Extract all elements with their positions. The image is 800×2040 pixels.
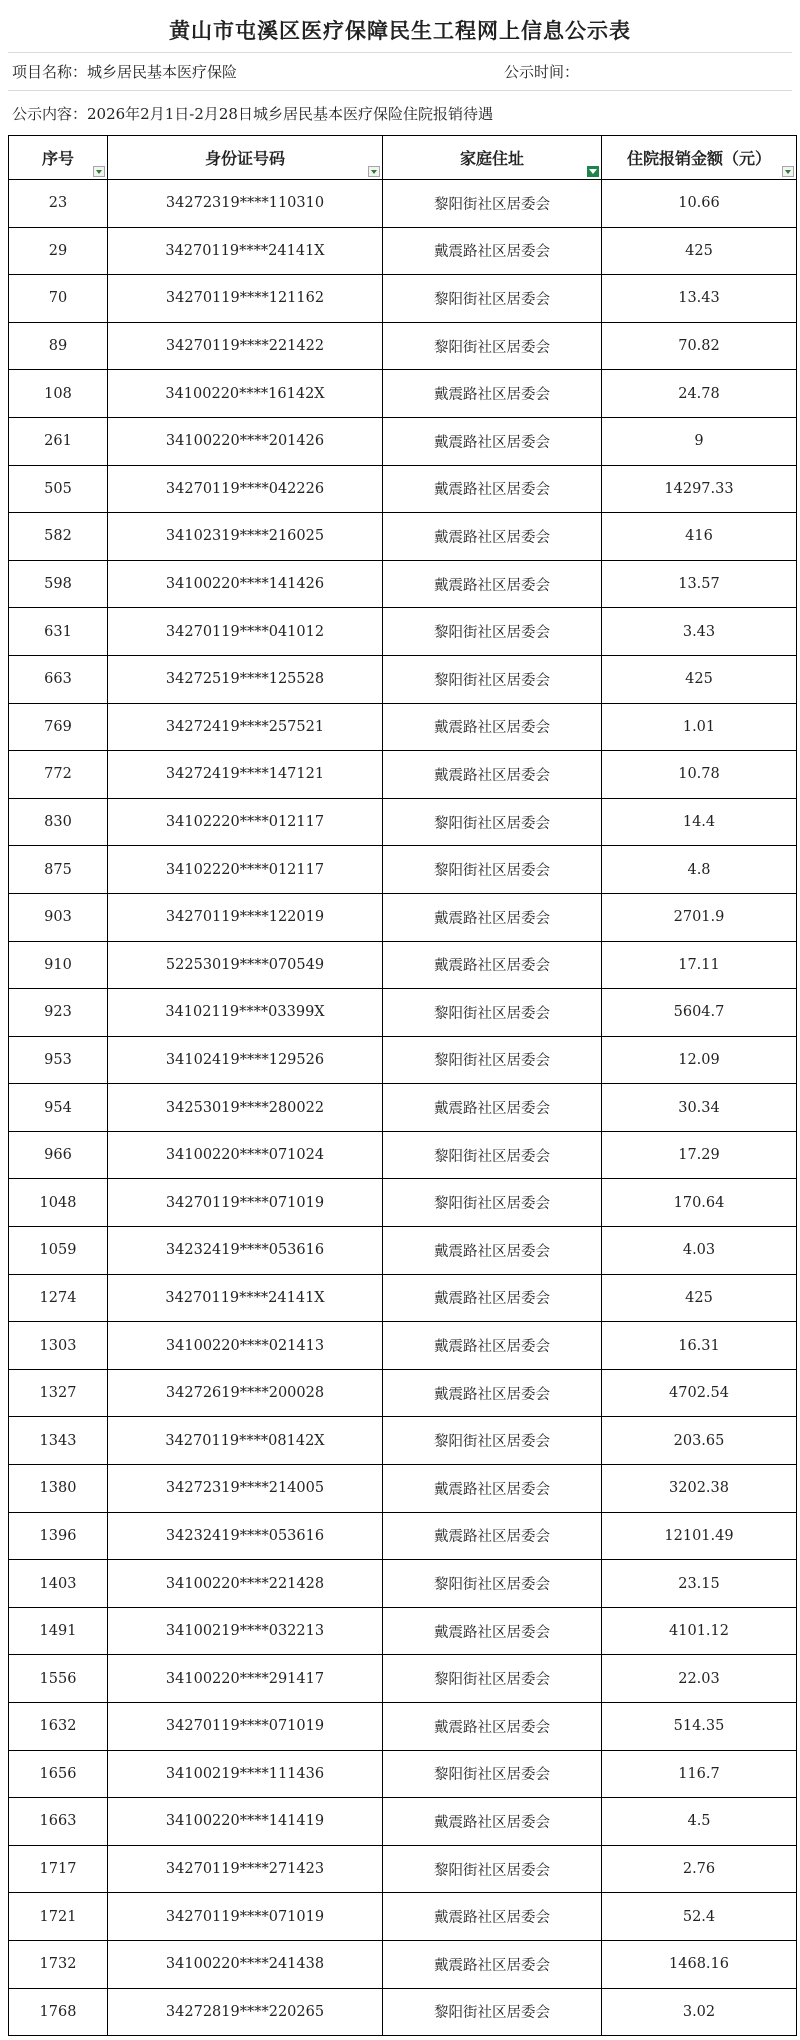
cell-address[interactable]: 戴震路社区居委会: [383, 1227, 602, 1275]
cell-index[interactable]: 1491: [9, 1607, 108, 1655]
cell-amount[interactable]: 16.31: [602, 1322, 797, 1370]
table-row: [9, 1845, 797, 1893]
table-row: [9, 1322, 797, 1370]
table-row: [9, 1274, 797, 1322]
cell-id-number[interactable]: 52253019****070549: [108, 941, 383, 989]
cell-amount[interactable]: 3202.38: [602, 1465, 797, 1513]
table-row: [9, 1417, 797, 1465]
table-row: [9, 798, 797, 846]
cell-index[interactable]: 1663: [9, 1798, 108, 1846]
cell-address[interactable]: 戴震路社区居委会: [383, 560, 602, 608]
cell-amount[interactable]: 3.02: [602, 1988, 797, 2036]
cell-id-number[interactable]: 34232419****053616: [108, 1227, 383, 1275]
cell-index[interactable]: 1380: [9, 1465, 108, 1513]
cell-amount[interactable]: 1468.16: [602, 1940, 797, 1988]
table-row: [9, 1369, 797, 1417]
cell-id-number[interactable]: 34100220****201426: [108, 417, 383, 465]
table-row: [9, 893, 797, 941]
cell-amount[interactable]: 416: [602, 513, 797, 561]
cell-amount[interactable]: 2.76: [602, 1845, 797, 1893]
cell-amount[interactable]: 1.01: [602, 703, 797, 751]
column-header-amount: [602, 136, 797, 180]
column-header-label: 住院报销金额（元）: [626, 149, 771, 168]
cell-address[interactable]: 黎阳街社区居委会: [383, 1750, 602, 1798]
cell-amount[interactable]: 4.03: [602, 1227, 797, 1275]
cell-id-number[interactable]: 34270119****122019: [108, 893, 383, 941]
cell-index[interactable]: 582: [9, 513, 108, 561]
cell-amount[interactable]: 4.8: [602, 846, 797, 894]
table-row: [9, 1179, 797, 1227]
cell-amount[interactable]: 12101.49: [602, 1512, 797, 1560]
project-name: 项目名称：城乡居民基本医疗保险: [12, 63, 238, 81]
cell-index[interactable]: 261: [9, 417, 108, 465]
cell-amount[interactable]: 4702.54: [602, 1369, 797, 1417]
table-row: [9, 1227, 797, 1275]
table-row: [9, 1893, 797, 1941]
cell-amount[interactable]: 203.65: [602, 1417, 797, 1465]
cell-id-number[interactable]: 34272419****147121: [108, 751, 383, 799]
cell-id-number[interactable]: 34270119****24141X: [108, 227, 383, 275]
cell-amount[interactable]: 22.03: [602, 1655, 797, 1703]
table-row: [9, 560, 797, 608]
cell-id-number[interactable]: 34102319****216025: [108, 513, 383, 561]
table-row: [9, 608, 797, 656]
cell-address[interactable]: 黎阳街社区居委会: [383, 1417, 602, 1465]
cell-amount[interactable]: 14297.33: [602, 465, 797, 513]
filter-active-icon[interactable]: [587, 166, 599, 177]
cell-id-number[interactable]: 34102419****129526: [108, 1036, 383, 1084]
cell-index[interactable]: 1721: [9, 1893, 108, 1941]
cell-address[interactable]: 黎阳街社区居委会: [383, 180, 602, 228]
cell-amount[interactable]: 4.5: [602, 1798, 797, 1846]
cell-index[interactable]: 954: [9, 1084, 108, 1132]
cell-address[interactable]: 黎阳街社区居委会: [383, 846, 602, 894]
table-row: [9, 1798, 797, 1846]
cell-index[interactable]: 505: [9, 465, 108, 513]
cell-amount[interactable]: 14.4: [602, 798, 797, 846]
table-row: [9, 1750, 797, 1798]
table-row: [9, 1560, 797, 1608]
column-header-id-number: [108, 136, 383, 180]
table-body: [9, 180, 797, 2036]
cell-index[interactable]: 108: [9, 370, 108, 418]
table-row: [9, 417, 797, 465]
cell-id-number[interactable]: 34100219****111436: [108, 1750, 383, 1798]
cell-id-number[interactable]: 34270119****271423: [108, 1845, 383, 1893]
cell-address[interactable]: 戴震路社区居委会: [383, 1274, 602, 1322]
cell-index[interactable]: 663: [9, 655, 108, 703]
cell-address[interactable]: 戴震路社区居委会: [383, 1512, 602, 1560]
cell-index[interactable]: 23: [9, 180, 108, 228]
cell-index[interactable]: 875: [9, 846, 108, 894]
cell-id-number[interactable]: 34100220****291417: [108, 1655, 383, 1703]
cell-amount[interactable]: 3.43: [602, 608, 797, 656]
cell-id-number[interactable]: 34272619****200028: [108, 1369, 383, 1417]
cell-id-number[interactable]: 34100220****241438: [108, 1940, 383, 1988]
table-row: [9, 322, 797, 370]
cell-index[interactable]: 923: [9, 989, 108, 1037]
cell-address[interactable]: 戴震路社区居委会: [383, 751, 602, 799]
table-row: [9, 465, 797, 513]
cell-id-number[interactable]: 34253019****280022: [108, 1084, 383, 1132]
cell-amount[interactable]: 23.15: [602, 1560, 797, 1608]
cell-amount[interactable]: 4101.12: [602, 1607, 797, 1655]
cell-id-number[interactable]: 34100220****141426: [108, 560, 383, 608]
table-row: [9, 1703, 797, 1751]
cell-amount[interactable]: 425: [602, 655, 797, 703]
cell-amount[interactable]: 17.29: [602, 1131, 797, 1179]
cell-address[interactable]: 戴震路社区居委会: [383, 1798, 602, 1846]
cell-address[interactable]: 戴震路社区居委会: [383, 703, 602, 751]
table-row: [9, 1512, 797, 1560]
table-row: [9, 1940, 797, 1988]
cell-address[interactable]: 戴震路社区居委会: [383, 1084, 602, 1132]
cell-index[interactable]: 1403: [9, 1560, 108, 1608]
cell-amount[interactable]: 13.43: [602, 275, 797, 323]
table-row: [9, 989, 797, 1037]
cell-id-number[interactable]: 34270119****071019: [108, 1893, 383, 1941]
cell-index[interactable]: 1274: [9, 1274, 108, 1322]
cell-index[interactable]: 830: [9, 798, 108, 846]
table-row: [9, 275, 797, 323]
cell-address[interactable]: 黎阳街社区居委会: [383, 275, 602, 323]
cell-index[interactable]: 631: [9, 608, 108, 656]
cell-index[interactable]: 1059: [9, 1227, 108, 1275]
cell-amount[interactable]: 13.57: [602, 560, 797, 608]
column-header-address: [383, 136, 602, 180]
table-row: [9, 1988, 797, 2036]
cell-index[interactable]: 1048: [9, 1179, 108, 1227]
cell-address[interactable]: 黎阳街社区居委会: [383, 1036, 602, 1084]
cell-address[interactable]: 黎阳街社区居委会: [383, 1988, 602, 2036]
cell-address[interactable]: 戴震路社区居委会: [383, 227, 602, 275]
table-row: [9, 370, 797, 418]
cell-address[interactable]: 黎阳街社区居委会: [383, 1179, 602, 1227]
data-table: [8, 135, 797, 2036]
cell-amount[interactable]: 2701.9: [602, 893, 797, 941]
cell-address[interactable]: 戴震路社区居委会: [383, 1607, 602, 1655]
column-header-label: 身份证号码: [204, 149, 285, 168]
cell-address[interactable]: 戴震路社区居委会: [383, 1465, 602, 1513]
cell-index[interactable]: 772: [9, 751, 108, 799]
info-row: [8, 53, 792, 91]
cell-address[interactable]: 戴震路社区居委会: [383, 1703, 602, 1751]
cell-address[interactable]: 黎阳街社区居委会: [383, 1131, 602, 1179]
cell-id-number[interactable]: 34272819****220265: [108, 1988, 383, 2036]
cell-amount[interactable]: 30.34: [602, 1084, 797, 1132]
header-row: [9, 136, 797, 180]
dropdown-icon[interactable]: [93, 166, 105, 177]
cell-id-number[interactable]: 34100220****021413: [108, 1322, 383, 1370]
cell-address[interactable]: 戴震路社区居委会: [383, 941, 602, 989]
cell-amount[interactable]: 70.82: [602, 322, 797, 370]
table-row: [9, 1036, 797, 1084]
cell-index[interactable]: 1632: [9, 1703, 108, 1751]
cell-id-number[interactable]: 34272319****214005: [108, 1465, 383, 1513]
cell-address[interactable]: 戴震路社区居委会: [383, 1369, 602, 1417]
table-row: [9, 180, 797, 228]
cell-id-number[interactable]: 34272519****125528: [108, 655, 383, 703]
cell-address[interactable]: 黎阳街社区居委会: [383, 798, 602, 846]
cell-index[interactable]: 769: [9, 703, 108, 751]
column-header-label: 家庭住址: [459, 149, 524, 168]
cell-index[interactable]: 89: [9, 322, 108, 370]
cell-id-number[interactable]: 34100219****032213: [108, 1607, 383, 1655]
cell-id-number[interactable]: 34270119****221422: [108, 322, 383, 370]
table-row: [9, 227, 797, 275]
cell-id-number[interactable]: 34100220****071024: [108, 1131, 383, 1179]
cell-id-number[interactable]: 34270119****071019: [108, 1179, 383, 1227]
table-row: [9, 1655, 797, 1703]
cell-index[interactable]: 70: [9, 275, 108, 323]
column-header-label: 序号: [41, 149, 74, 168]
cell-index[interactable]: 1717: [9, 1845, 108, 1893]
cell-index[interactable]: 1303: [9, 1322, 108, 1370]
cell-id-number[interactable]: 34272319****110310: [108, 180, 383, 228]
cell-index[interactable]: 1732: [9, 1940, 108, 1988]
table-row: [9, 1084, 797, 1132]
cell-amount[interactable]: 514.35: [602, 1703, 797, 1751]
cell-id-number[interactable]: 34272419****257521: [108, 703, 383, 751]
cell-address[interactable]: 黎阳街社区居委会: [383, 655, 602, 703]
cell-id-number[interactable]: 34102119****03399X: [108, 989, 383, 1037]
cell-amount[interactable]: 12.09: [602, 1036, 797, 1084]
cell-address[interactable]: 黎阳街社区居委会: [383, 608, 602, 656]
column-header-index: [9, 136, 108, 180]
cell-id-number[interactable]: 34270119****071019: [108, 1703, 383, 1751]
table-row: [9, 1131, 797, 1179]
cell-amount[interactable]: 10.66: [602, 180, 797, 228]
dropdown-icon[interactable]: [368, 166, 380, 177]
cell-amount[interactable]: 52.4: [602, 1893, 797, 1941]
table-row: [9, 513, 797, 561]
publish-time: 公示时间：: [504, 63, 580, 81]
cell-id-number[interactable]: 34270119****121162: [108, 275, 383, 323]
page-title: 黄山市屯溪区医疗保障民生工程网上信息公示表: [8, 8, 792, 53]
table-row: [9, 846, 797, 894]
table-row: [9, 941, 797, 989]
cell-amount[interactable]: 170.64: [602, 1179, 797, 1227]
cell-id-number[interactable]: 34102220****012117: [108, 846, 383, 894]
cell-id-number[interactable]: 34100220****141419: [108, 1798, 383, 1846]
cell-index[interactable]: 1556: [9, 1655, 108, 1703]
cell-id-number[interactable]: 34270119****041012: [108, 608, 383, 656]
dropdown-icon[interactable]: [782, 166, 794, 177]
cell-address[interactable]: 戴震路社区居委会: [383, 1322, 602, 1370]
cell-amount[interactable]: 24.78: [602, 370, 797, 418]
cell-index[interactable]: 1656: [9, 1750, 108, 1798]
publish-content: 公示内容：2026年2月1日-2月28日城乡居民基本医疗保险住院报销待遇: [12, 104, 493, 123]
cell-address[interactable]: 黎阳街社区居委会: [383, 1655, 602, 1703]
cell-address[interactable]: 戴震路社区居委会: [383, 417, 602, 465]
cell-index[interactable]: 903: [9, 893, 108, 941]
cell-address[interactable]: 黎阳街社区居委会: [383, 989, 602, 1037]
cell-index[interactable]: 910: [9, 941, 108, 989]
cell-id-number[interactable]: 34232419****053616: [108, 1512, 383, 1560]
cell-amount[interactable]: 425: [602, 1274, 797, 1322]
cell-index[interactable]: 29: [9, 227, 108, 275]
cell-amount[interactable]: 116.7: [602, 1750, 797, 1798]
cell-amount[interactable]: 5604.7: [602, 989, 797, 1037]
cell-address[interactable]: 黎阳街社区居委会: [383, 322, 602, 370]
cell-amount[interactable]: 17.11: [602, 941, 797, 989]
cell-index[interactable]: 598: [9, 560, 108, 608]
cell-index[interactable]: 1396: [9, 1512, 108, 1560]
cell-address[interactable]: 戴震路社区居委会: [383, 370, 602, 418]
cell-index[interactable]: 953: [9, 1036, 108, 1084]
cell-id-number[interactable]: 34100220****16142X: [108, 370, 383, 418]
cell-id-number[interactable]: 34102220****012117: [108, 798, 383, 846]
cell-index[interactable]: 1343: [9, 1417, 108, 1465]
cell-address[interactable]: 黎阳街社区居委会: [383, 1560, 602, 1608]
cell-id-number[interactable]: 34270119****042226: [108, 465, 383, 513]
spreadsheet: [8, 8, 792, 2036]
cell-address[interactable]: 戴震路社区居委会: [383, 1940, 602, 1988]
table-row: [9, 703, 797, 751]
table-row: [9, 751, 797, 799]
cell-index[interactable]: 966: [9, 1131, 108, 1179]
cell-address[interactable]: 戴震路社区居委会: [383, 465, 602, 513]
cell-amount[interactable]: 425: [602, 227, 797, 275]
cell-id-number[interactable]: 34270119****24141X: [108, 1274, 383, 1322]
cell-index[interactable]: 1327: [9, 1369, 108, 1417]
cell-amount[interactable]: 9: [602, 417, 797, 465]
table-row: [9, 655, 797, 703]
table-row: [9, 1607, 797, 1655]
cell-address[interactable]: 戴震路社区居委会: [383, 1893, 602, 1941]
cell-id-number[interactable]: 34270119****08142X: [108, 1417, 383, 1465]
cell-address[interactable]: 黎阳街社区居委会: [383, 1845, 602, 1893]
cell-index[interactable]: 1768: [9, 1988, 108, 2036]
cell-address[interactable]: 戴震路社区居委会: [383, 513, 602, 561]
cell-id-number[interactable]: 34100220****221428: [108, 1560, 383, 1608]
table-row: [9, 1465, 797, 1513]
cell-amount[interactable]: 10.78: [602, 751, 797, 799]
cell-address[interactable]: 戴震路社区居委会: [383, 893, 602, 941]
